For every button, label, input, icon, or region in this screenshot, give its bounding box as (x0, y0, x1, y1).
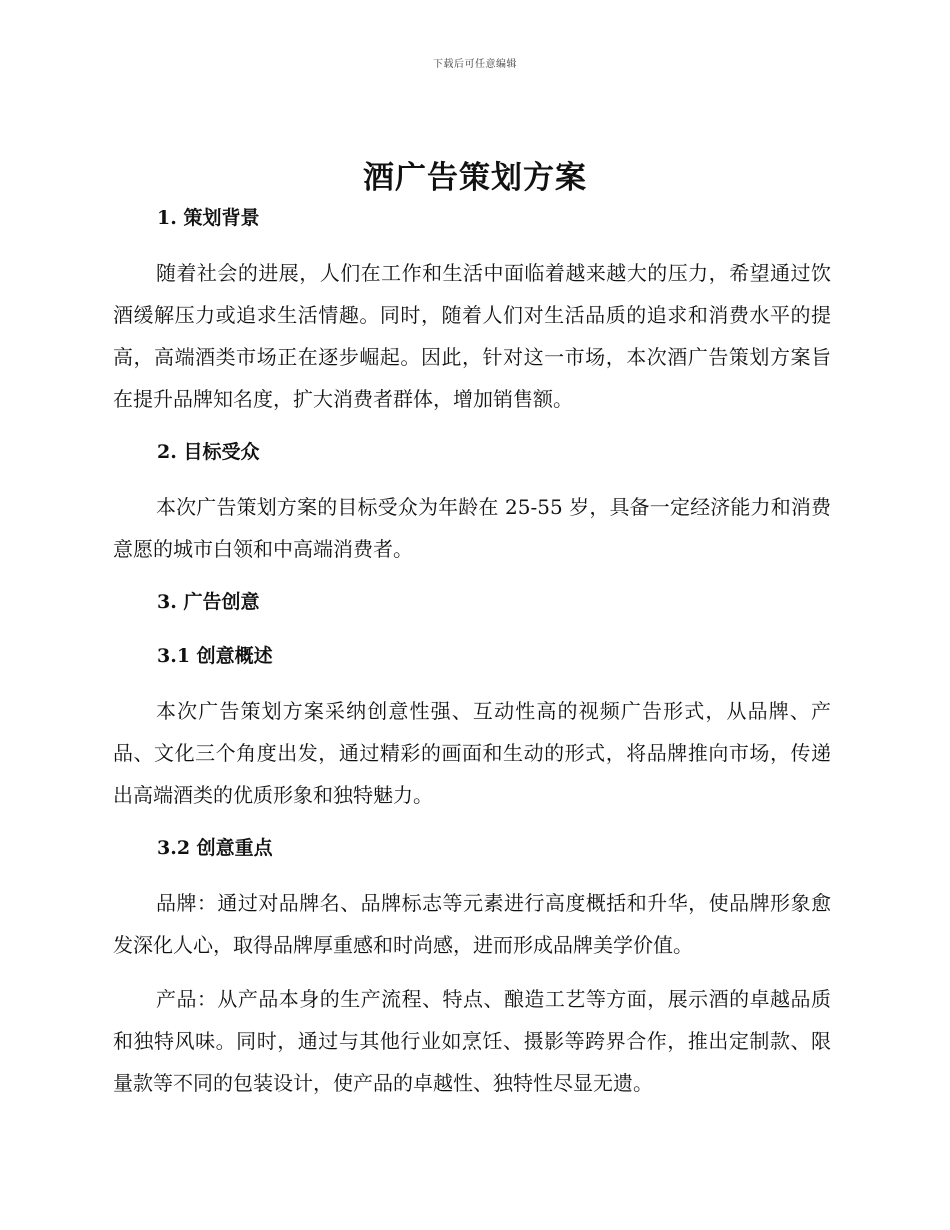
section-heading-creative-overview: 3.1 创意概述 (157, 645, 273, 667)
paragraph-creative-focus-product: 产品：从产品本身的生产流程、特点、酿造工艺等方面，展示酒的卓越品质和独特风味。同时，通过与其他行业如烹饪、摄影等跨界合作，推出定制款、限量款等不同的包装设计，使产品的卓越性、独特性尽显无遗。 (113, 987, 831, 1095)
paragraph-creative-focus-brand: 品牌：通过对品牌名、品牌标志等元素进行高度概括和升华，使品牌形象愈发深化人心，取得品牌厚重感和时尚感，进而形成品牌美学价值。 (113, 891, 831, 957)
section-heading-planning-background: 1. 策划背景 (157, 207, 260, 229)
page-title: 酒广告策划方案 (363, 160, 587, 196)
document-body (113, 202, 831, 1104)
section-heading-ad-creative: 3. 广告创意 (157, 591, 260, 613)
header-note: 下载后可任意编辑 (433, 59, 517, 70)
paragraph-planning-background: 随着社会的进展，人们在工作和生活中面临着越来越大的压力，希望通过饮酒缓解压力或追求生活情趣。同时，随着人们对生活品质的追求和消费水平的提高，高端酒类市场正在逐步崛起。因此，针对这一市场，本次酒广告策划方案旨在提升品牌知名度，扩大消费者群体，增加销售额。 (113, 261, 831, 411)
paragraph-creative-overview: 本次广告策划方案采纳创意性强、互动性高的视频广告形式，从品牌、产品、文化三个角度出发，通过精彩的画面和生动的形式，将品牌推向市场，传递出高端酒类的优质形象和独特魅力。 (113, 699, 831, 807)
section-heading-target-audience: 2. 目标受众 (157, 441, 260, 463)
section-heading-creative-focus: 3.2 创意重点 (157, 837, 273, 859)
paragraph-target-audience: 本次广告策划方案的目标受众为年龄在 25-55 岁，具备一定经济能力和消费意愿的城市白领和中高端消费者。 (113, 495, 831, 561)
